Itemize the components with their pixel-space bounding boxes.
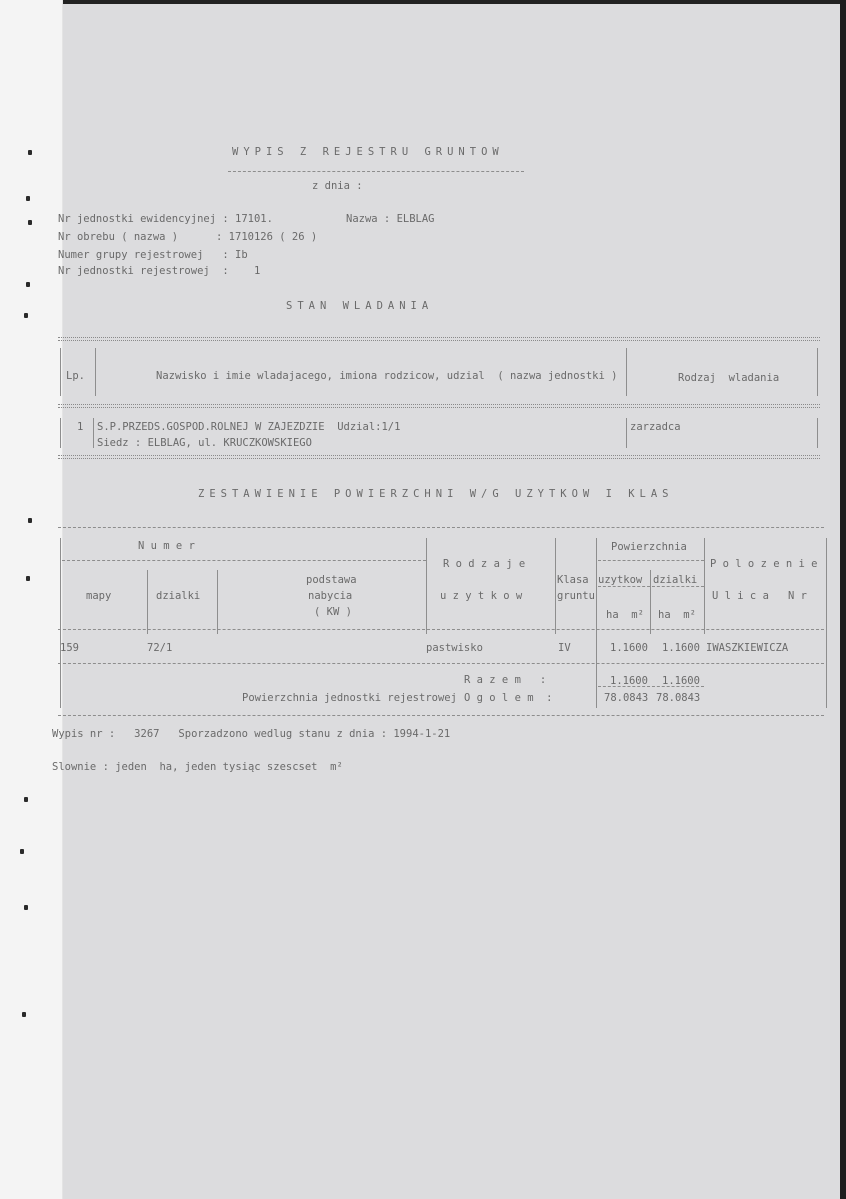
- table-border: [817, 348, 818, 396]
- header-uzytkow: u z y t k o w: [440, 590, 523, 602]
- owner-siedziba: Siedz : ELBLAG, ul. KRUCZKOWSKIEGO: [97, 437, 312, 449]
- jednostka-rejestrowa: Nr jednostki rejestrowej : 1: [58, 265, 261, 277]
- header-ulica: U l i c a: [712, 590, 769, 602]
- cell-rodzaj-uzytku: pastwisko: [426, 642, 483, 654]
- owner-name: S.P.PRZEDS.GOSPOD.ROLNEJ W ZAJEZDZIE Udzial:1/1: [97, 421, 401, 433]
- header-klasa: Klasa: [557, 574, 589, 586]
- row-lp: 1: [77, 421, 84, 433]
- table-border: [426, 538, 427, 634]
- header-lp: Lp.: [66, 370, 85, 382]
- table-border: [217, 570, 218, 634]
- table-rule: [58, 715, 824, 716]
- table-rule: [598, 560, 704, 561]
- punch-hole: [28, 150, 32, 155]
- ogolem-label: O g o l e m :: [464, 692, 553, 704]
- table-border: [626, 418, 627, 448]
- cell-mapy: 159: [60, 642, 79, 654]
- punch-hole: [22, 1012, 26, 1017]
- table-border: [704, 538, 705, 634]
- header-ha-dzialki: ha m²: [658, 609, 696, 621]
- stan-wladania-title: STAN WLADANIA: [286, 300, 434, 312]
- double-rule: [58, 404, 820, 408]
- header-uzytkow-sub: uzytkow: [598, 574, 643, 586]
- table-border: [596, 538, 597, 708]
- header-numer: N u m e r: [138, 540, 195, 552]
- page-title: WYPIS Z REJESTRU GRUNTOW: [232, 146, 504, 158]
- wypis-nr: Wypis nr : 3267 Sporzadzono wedlug stanu z dnia : 1994-1-21: [52, 728, 451, 740]
- table-border: [93, 418, 94, 448]
- header-nabycia: nabycia: [308, 590, 353, 602]
- razem-dzialki: 1.1600: [662, 675, 700, 687]
- nazwa-field: Nazwa : ELBLAG: [346, 213, 435, 225]
- table-rule: [62, 560, 426, 561]
- cell-dzialki: 72/1: [147, 642, 173, 654]
- header-rodzaj-wladania: Rodzaj wladania: [678, 372, 780, 384]
- table-rule: [58, 527, 824, 528]
- powierzchnia-jednostki-label: Powierzchnia jednostki rejestrowej: [242, 692, 457, 704]
- table-rule: [598, 586, 704, 587]
- header-rodzaje: R o d z a j e: [443, 558, 526, 570]
- punch-hole: [28, 220, 32, 225]
- header-powierzchnia: Powierzchnia: [611, 541, 687, 553]
- zestawienie-title: ZESTAWIENIE POWIERZCHNI W/G UZYTKOW I KLAS: [198, 488, 674, 500]
- header-nazwisko: Nazwisko i imie wladajacego, imiona rodzicow, udzial ( nazwa jednostki ): [156, 370, 618, 382]
- table-rule: [58, 663, 824, 664]
- header-dzialki-sub: dzialki: [653, 574, 698, 586]
- punch-hole: [26, 576, 30, 581]
- table-border: [817, 418, 818, 448]
- cell-klasa: IV: [558, 642, 571, 654]
- cell-ulica: IWASZKIEWICZA: [706, 642, 789, 654]
- razem-label: R a z e m :: [464, 674, 547, 686]
- cell-pow-dzialki: 1.1600: [662, 642, 700, 654]
- title-underline: [228, 171, 524, 172]
- table-border: [60, 418, 61, 448]
- header-podstawa: podstawa: [306, 574, 357, 586]
- ogolem-dzialki: 78.0843: [656, 692, 701, 704]
- table-border: [147, 570, 148, 634]
- header-ha-uzytkow: ha m²: [606, 609, 644, 621]
- nr-obrebu: Nr obrebu ( nazwa ) : 1710126 ( 26 ): [58, 231, 318, 243]
- table-border: [60, 538, 61, 708]
- punch-hole: [20, 849, 24, 854]
- row-rodzaj-wladania: zarzadca: [630, 421, 681, 433]
- razem-uzytkow: 1.1600: [610, 675, 648, 687]
- header-gruntu: gruntu: [557, 590, 595, 602]
- table-rule: [58, 629, 824, 630]
- double-rule: [58, 337, 820, 341]
- double-rule: [58, 455, 820, 459]
- punch-hole: [24, 313, 28, 318]
- cell-pow-uzytkow: 1.1600: [610, 642, 648, 654]
- table-border: [826, 538, 827, 708]
- ogolem-uzytkow: 78.0843: [604, 692, 649, 704]
- slownie: Slownie : jeden ha, jeden tysiąc szescset m²: [52, 761, 343, 773]
- header-mapy: mapy: [86, 590, 112, 602]
- header-nr: N r: [788, 590, 807, 602]
- left-margin-strip: [0, 0, 63, 1199]
- punch-hole: [24, 797, 28, 802]
- numer-grupy: Numer grupy rejestrowej : Ib: [58, 249, 248, 261]
- z-dnia-label: z dnia :: [312, 180, 363, 192]
- punch-hole: [28, 518, 32, 523]
- jednostka-ewidencyjna: Nr jednostki ewidencyjnej : 17101.: [58, 213, 273, 225]
- table-border: [626, 348, 627, 396]
- punch-hole: [26, 196, 30, 201]
- punch-hole: [26, 282, 30, 287]
- table-border: [555, 538, 556, 634]
- table-rule: [598, 686, 704, 687]
- header-polozenie: P o l o z e n i e: [710, 558, 818, 570]
- table-border: [95, 348, 96, 396]
- table-border: [60, 348, 61, 396]
- scan-right-edge: [840, 0, 846, 1199]
- scan-top-edge: [0, 0, 846, 4]
- header-kw: ( KW ): [314, 606, 352, 618]
- punch-hole: [24, 905, 28, 910]
- header-dzialki: dzialki: [156, 590, 201, 602]
- table-border: [650, 570, 651, 634]
